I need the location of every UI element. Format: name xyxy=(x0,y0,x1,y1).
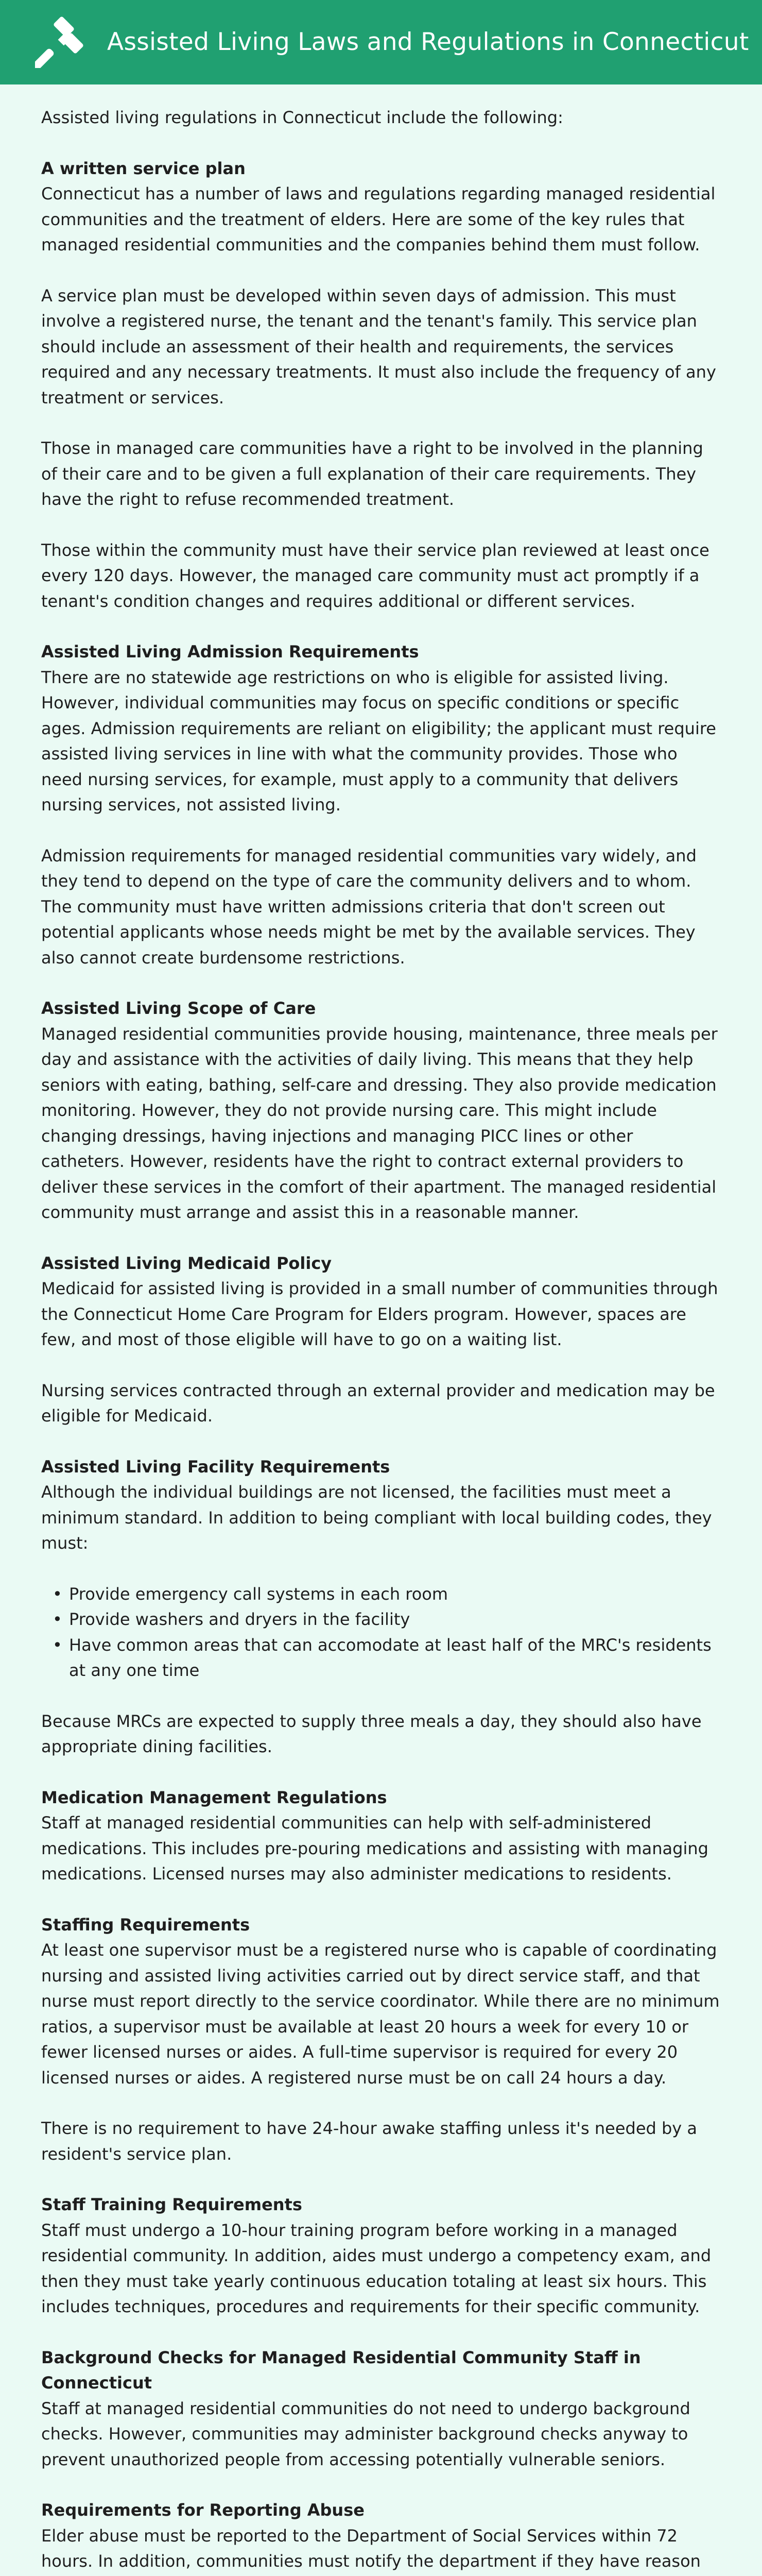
section-heading: Assisted Living Scope of Care xyxy=(41,998,316,1018)
paragraph: Staff must undergo a 10-hour training program before working in a managed residential community. In addition, aides must undergo a competency exam, and then they must take yearly continuous education totaling at least six hours. This includes techniques, procedures and requirements for their specific community. xyxy=(41,2220,712,2316)
paragraph: Staff at managed residential communities can help with self-administered medications. This includes pre-pouring medications and assisting with managing medications. Licensed nurses may also administer medications to residents. xyxy=(41,1813,708,1884)
intro-paragraph: Assisted living regulations in Connecticut include the following: xyxy=(41,108,563,127)
paragraph: There are no statewide age restrictions on who is eligible for assisted living. However, individual communities may focus on specific conditions or specific ages. Admission requirements are reliant on eligibility; the applicant must require assisted living services in line with what the community provides. Those who need nursing services, for example, must apply to a community that delivers nursing services, not assisted living. xyxy=(41,667,716,815)
section-medication-management xyxy=(41,1785,721,1887)
paragraph: A service plan must be developed within seven days of admission. This must involve a registered nurse, the tenant and the tenant's family. This service plan should include an assessment of their health and requirements, the services required and any necessary treatments. It must also include the frequency of any treatment or services. xyxy=(41,285,716,408)
section-reporting-abuse xyxy=(41,2498,721,2576)
paragraph: There is no requirement to have 24-hour awake staffing unless it's needed by a resident's service plan. xyxy=(41,2119,698,2164)
section-heading: Background Checks for Managed Residential Community Staff in Connecticut xyxy=(41,2347,641,2393)
section-heading: Requirements for Reporting Abuse xyxy=(41,2500,365,2520)
paragraph: Those within the community must have their service plan reviewed at least once every 120 days. However, the managed care community must act promptly if a tenant's condition changes and requires additional or different services. xyxy=(41,540,709,611)
section-heading: Assisted Living Admission Requirements xyxy=(41,642,419,662)
paragraph: Managed residential communities provide housing, maintenance, three meals per day and assistance with the activities of daily living. This means that they help seniors with eating, bathing, self-care and dressing. They also provide medication monitoring. However, they do not provide nursing care. This might include changing dressings, having injections and managing PICC lines or other catheters. However, residents have the right to contract external providers to deliver these services in the comfort of their apartment. The managed residential community must arrange and assist this in a reasonable manner. xyxy=(41,1024,718,1222)
section-heading: A written service plan xyxy=(41,158,246,178)
paragraph: Although the individual buildings are not licensed, the facilities must meet a minimum standard. In addition to being compliant with local building codes, they must: xyxy=(41,1482,712,1553)
section-medicaid-policy xyxy=(41,1251,721,1429)
section-facility-requirements xyxy=(41,1454,721,1760)
section-background-checks xyxy=(41,2345,721,2473)
section-heading: Assisted Living Medicaid Policy xyxy=(41,1253,332,1273)
paragraph: Connecticut has a number of laws and regulations regarding managed residential communities and the treatment of elders. Here are some of the key rules that managed residential communities and the companies behind them must follow. xyxy=(41,184,716,255)
section-heading: Staff Training Requirements xyxy=(41,2195,302,2214)
list-item: • Have common areas that can accomodate at least half of the MRC's residents at any one time xyxy=(67,1633,721,1684)
gavel-icon xyxy=(35,16,86,68)
article-body xyxy=(0,84,762,2576)
paragraph: Because MRCs are expected to supply three meals a day, they should also have appropriate dining facilities. xyxy=(41,1711,702,1756)
section-service-plan xyxy=(41,156,721,615)
paragraph: Staff at managed residential communities do not need to undergo background checks. However, communities may administer background checks anyway to prevent unauthorized people from accessing potentially vulnerable seniors. xyxy=(41,2398,690,2469)
section-staffing-requirements xyxy=(41,1912,721,2167)
section-heading: Assisted Living Facility Requirements xyxy=(41,1456,390,1477)
paragraph: Nursing services contracted through an external provider and medication may be eligible for Medicaid. xyxy=(41,1380,715,1426)
paragraph: Elder abuse must be reported to the Department of Social Services within 72 hours. In addition, communities must notify the department if they have reason xyxy=(41,2526,701,2571)
section-heading: Staffing Requirements xyxy=(41,1914,250,1935)
section-staff-training xyxy=(41,2192,721,2320)
section-scope-of-care xyxy=(41,996,721,1226)
paragraph: Medicaid for assisted living is provided in a small number of communities through the Connecticut Home Care Program for Elders program. However, spaces are few, and most of those eligible will have to go on a waiting list. xyxy=(41,1279,718,1349)
paragraph: Admission requirements for managed residential communities vary widely, and they tend to depend on the type of care the community delivers and to whom. The community must have written admissions criteria that don't screen out potential applicants whose needs might be met by the available services. They also cannot create burdensome restrictions. xyxy=(41,845,697,968)
page-header xyxy=(0,0,762,84)
paragraph: At least one supervisor must be a registered nurse who is capable of coordinating nursing and assisted living activities carried out by direct service staff, and that nurse must report directly to the service coordinator. While there are no minimum ratios, a supervisor must be available at least 20 hours a week for every 10 or fewer licensed nurses or aides. A full-time supervisor is required for every 20 licensed nurses or aides. A registered nurse must be on call 24 hours a day. xyxy=(41,1940,720,2088)
requirements-list xyxy=(41,1582,721,1684)
paragraph: Those in managed care communities have a right to be involved in the planning of their care and to be given a full explanation of their care requirements. They have the right to refuse recommended treatment. xyxy=(41,438,703,509)
list-item: • Provide washers and dryers in the facility xyxy=(67,1607,721,1633)
section-heading: Medication Management Regulations xyxy=(41,1787,387,1807)
section-admission-requirements xyxy=(41,639,721,971)
page-title: Assisted Living Laws and Regulations in Connecticut xyxy=(107,27,749,56)
list-item: • Provide emergency call systems in each room xyxy=(67,1582,721,1607)
